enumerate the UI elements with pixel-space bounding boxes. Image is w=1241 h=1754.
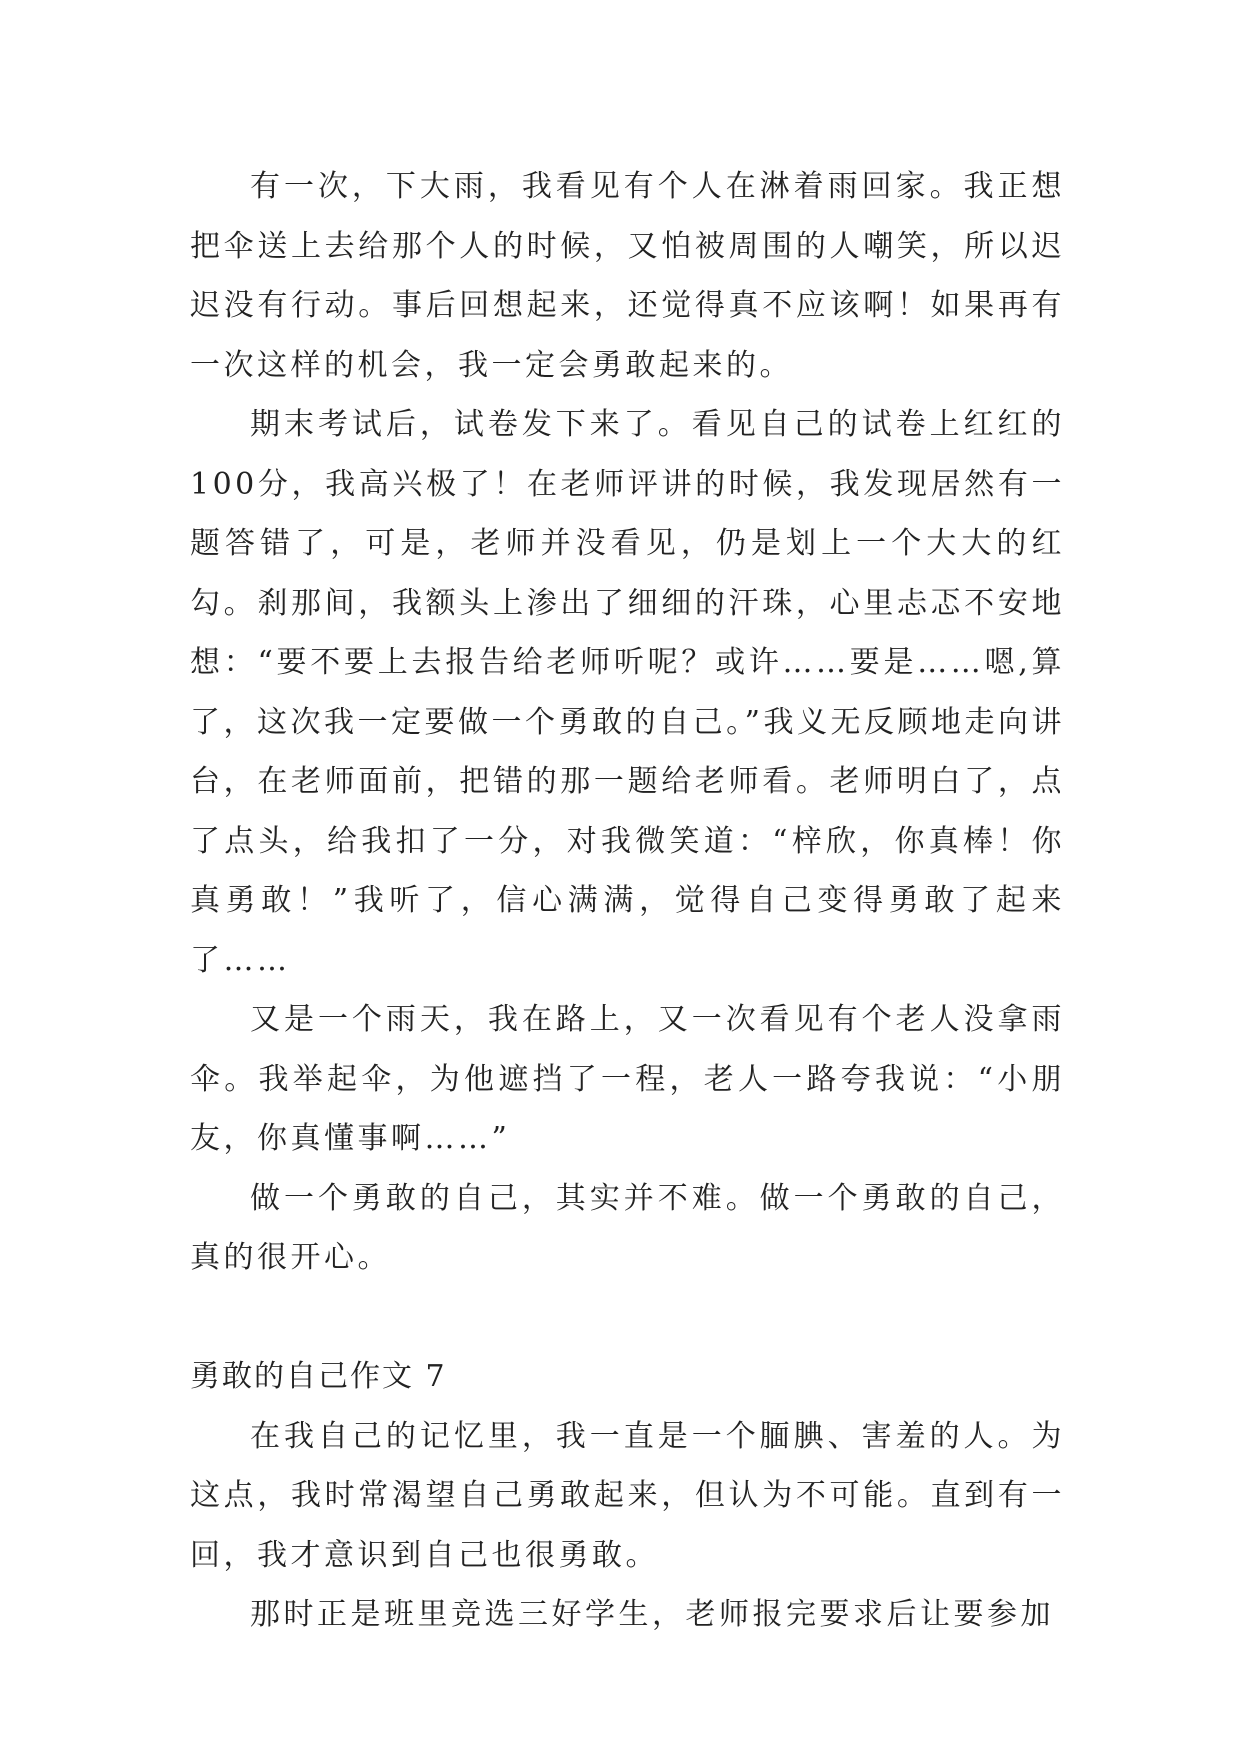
paragraph-conclusion: 做一个勇敢的自己，其实并不难。做一个勇敢的自己，真的很开心。 [190,1180,1065,1275]
paragraph-election: 那时正是班里竞选三好学生，老师报完要求后让要参加 [250,1597,1054,1632]
paragraph-rainy-day: 又是一个雨天，我在路上，又一次看见有个老人没拿雨伞。我举起伞，为他遮挡了一程，老人一路夸我说：“小朋友，你真懂事啊……” [190,1002,1065,1156]
paragraph-rain-umbrella: 有一次，下大雨，我看见有个人在淋着雨回家。我正想把伞送上去给那个人的时候，又怕被周围的人嘲笑，所以迟迟没有行动。事后回想起来，还觉得真不应该啊！如果再有一次这样的机会，我一定会勇敢起来的。 [190,169,1065,383]
document-body [190,157,1065,1645]
section-title: 勇敢的自己作文 7 [190,1359,447,1394]
paragraph-exam: 期末考试后，试卷发下来了。看见自己的试卷上红红的100分，我高兴极了！在老师评讲的时候，我发现居然有一题答错了，可是，老师并没看见，仍是划上一个大大的红勾。刹那间，我额头上渗出了细细的汗珠，心里忐忑不安地想：“要不要上去报告给老师听呢？或许……要是……嗯,算了，这次我一定要做一个勇敢的自己。”我义无反顾地走向讲台，在老师面前，把错的那一题给老师看。老师明白了，点了点头，给我扣了一分，对我微笑道：“梓欣，你真棒！你真勇敢！”我听了，信心满满，觉得自己变得勇敢了起来了…… [190,407,1065,978]
paragraph-memory: 在我自己的记忆里，我一直是一个腼腆、害羞的人。为这点，我时常渴望自己勇敢起来，但认为不可能。直到有一回，我才意识到自己也很勇敢。 [190,1418,1065,1573]
